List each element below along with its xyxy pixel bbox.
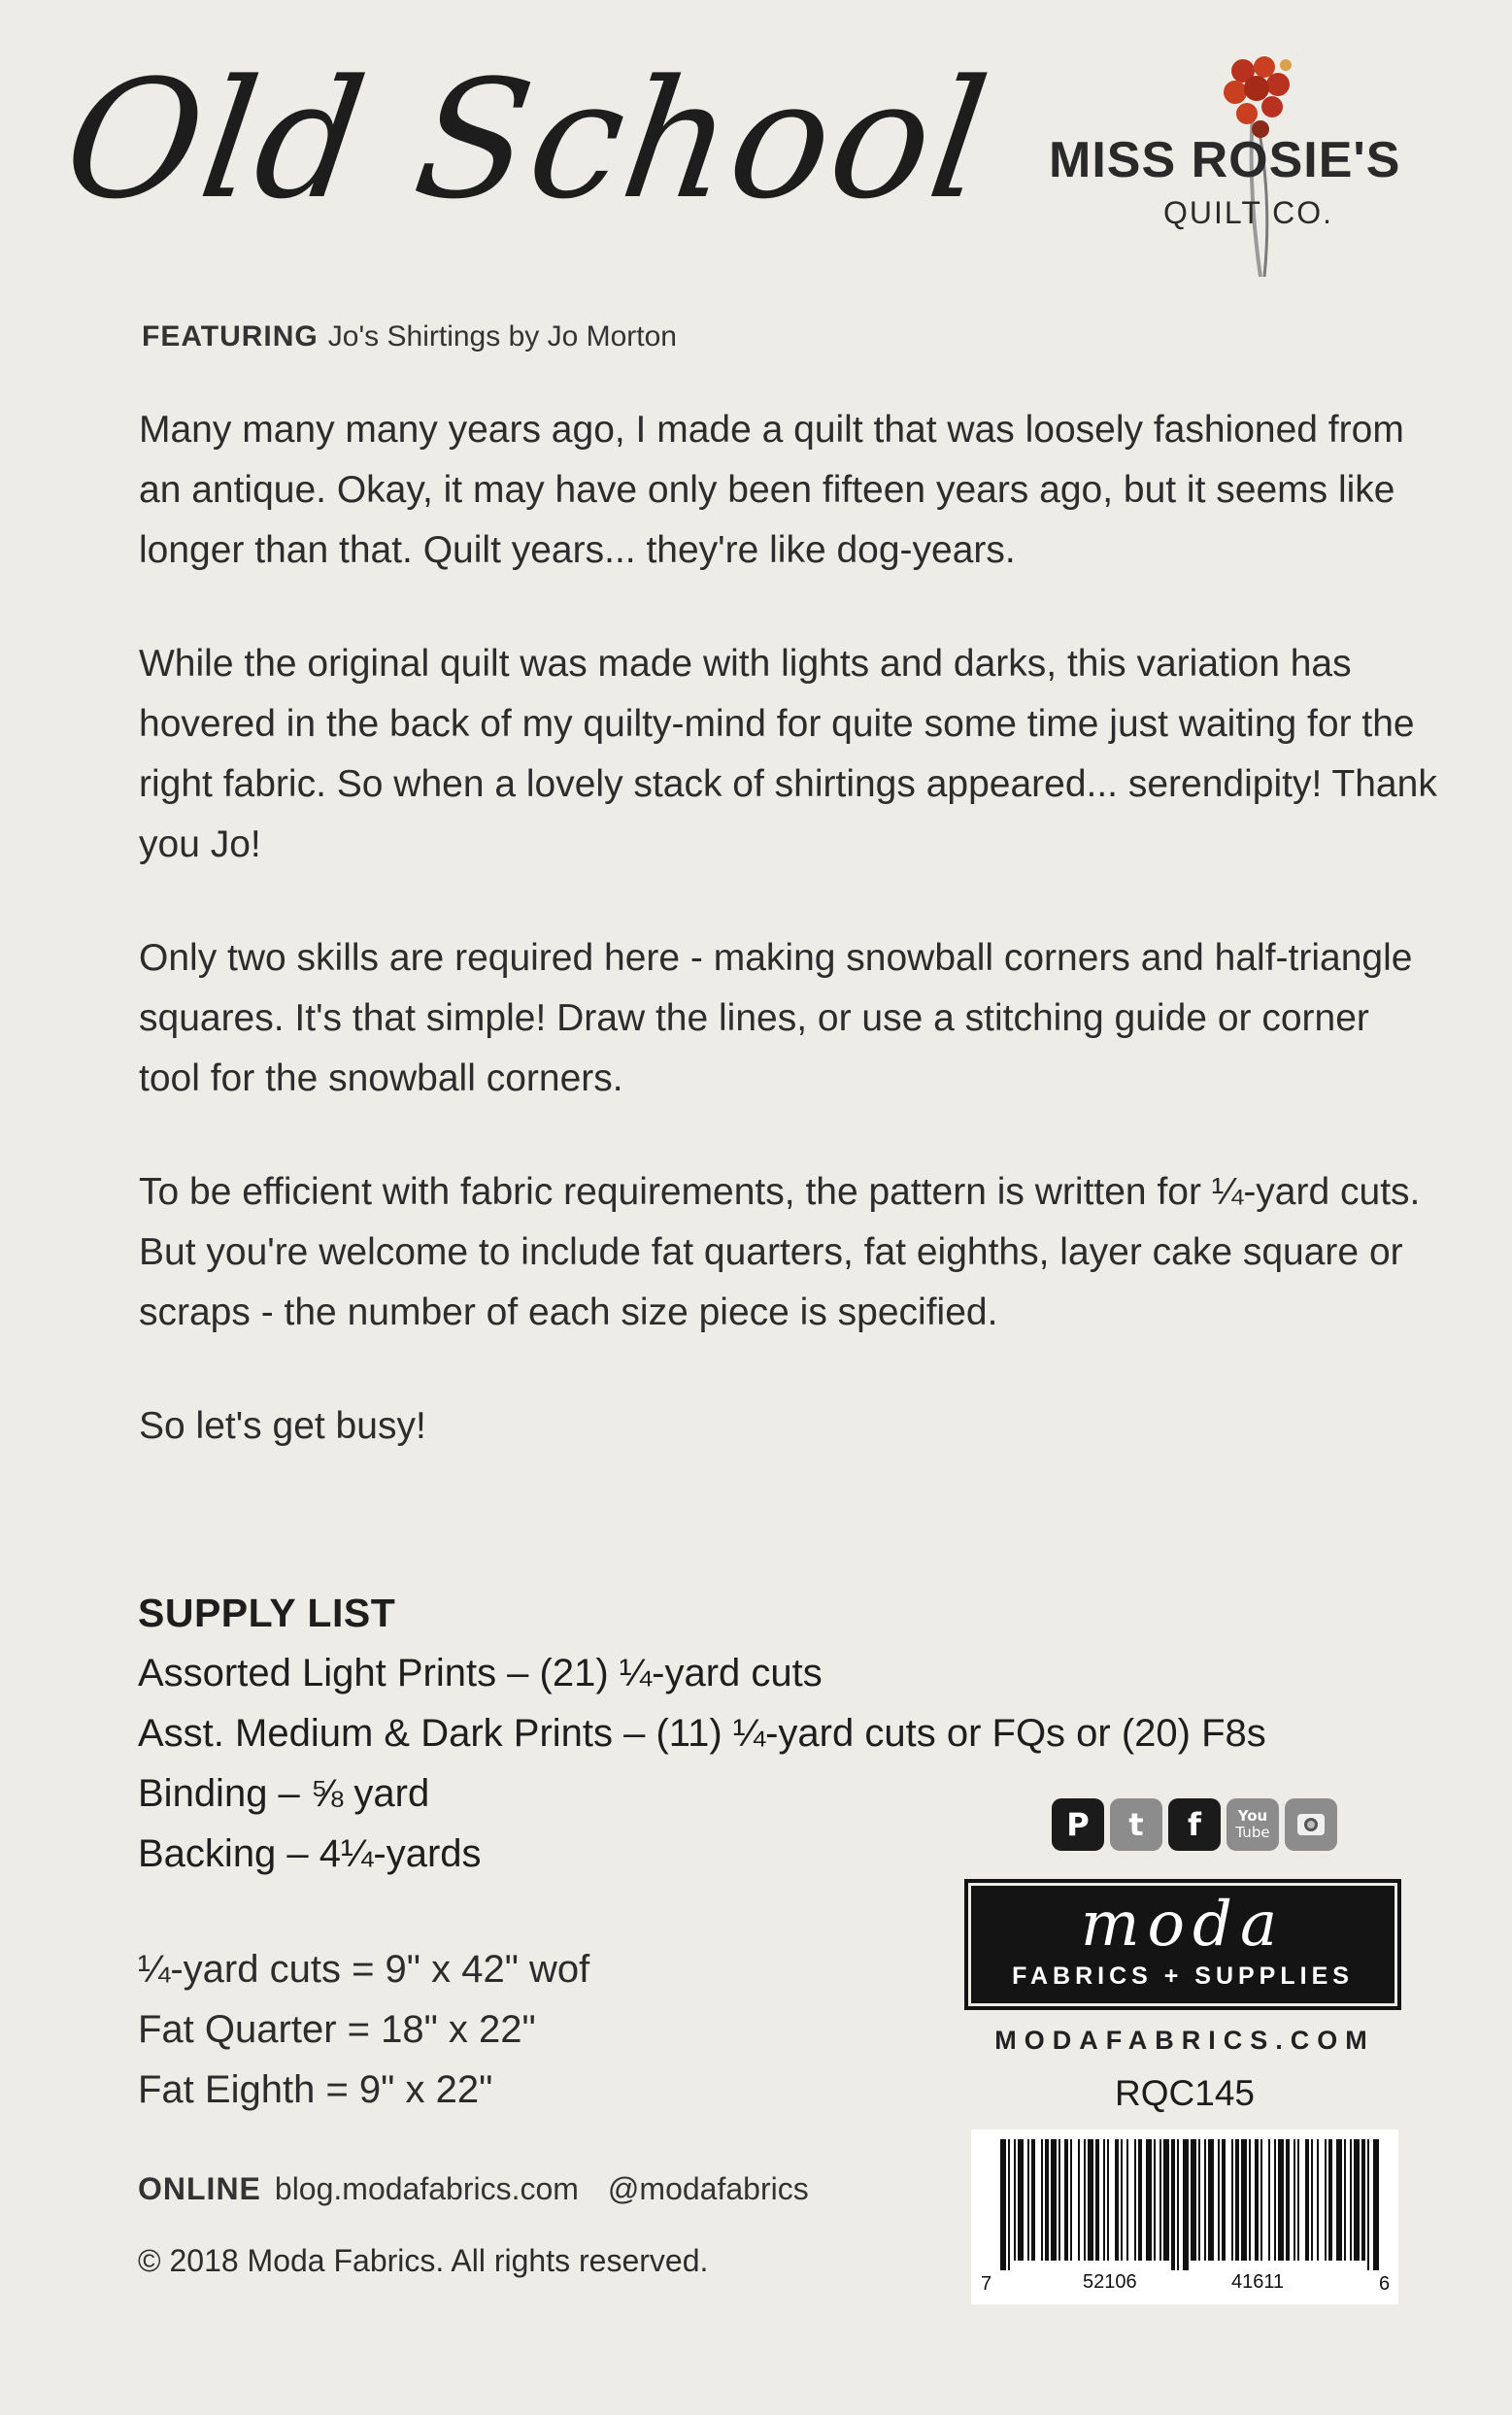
barcode-bar bbox=[1274, 2139, 1276, 2261]
blog-link[interactable]: blog.modafabrics.com bbox=[274, 2171, 579, 2206]
barcode-bar bbox=[1134, 2139, 1136, 2261]
barcode-bar bbox=[1171, 2139, 1175, 2270]
barcode-bar bbox=[1115, 2139, 1119, 2261]
brand-name: MISS ROSIE'S bbox=[1049, 132, 1401, 188]
barcode-bar bbox=[1126, 2139, 1128, 2261]
barcode-bar bbox=[1088, 2139, 1093, 2261]
barcode-bar bbox=[1138, 2139, 1142, 2261]
barcode-bar bbox=[1336, 2139, 1342, 2261]
barcode-bar bbox=[1177, 2139, 1179, 2270]
paragraph: Only two skills are required here - making snowball corners and half-triangle squares. It's that simple! Draw the lines, or use a stitching guide or corner tool for the snowball corners. bbox=[139, 937, 1413, 1099]
barcode-bar bbox=[1208, 2139, 1214, 2261]
barcode-bar bbox=[1121, 2139, 1123, 2261]
moda-subtitle: FABRICS + SUPPLIES bbox=[1012, 1962, 1354, 1990]
pattern-title: Old School bbox=[54, 45, 1000, 235]
barcode-bar bbox=[1204, 2139, 1206, 2261]
barcode-bar bbox=[1031, 2139, 1035, 2261]
brand-sub: QUILT CO. bbox=[1163, 195, 1334, 230]
barcode-bar bbox=[1058, 2139, 1060, 2261]
barcode-bar bbox=[1084, 2139, 1086, 2261]
barcode-bar bbox=[1317, 2139, 1319, 2261]
barcode-bar bbox=[1350, 2139, 1352, 2261]
barcode-bar bbox=[1297, 2139, 1299, 2261]
barcode-bar bbox=[1235, 2139, 1239, 2261]
barcode-bar bbox=[1064, 2139, 1068, 2261]
barcode-bar bbox=[1305, 2139, 1309, 2261]
barcode-bar bbox=[1344, 2139, 1346, 2261]
barcode-bar bbox=[1163, 2139, 1169, 2261]
supply-item: Binding – ⅝ yard bbox=[138, 1772, 430, 1815]
barcode-bar bbox=[1373, 2139, 1379, 2270]
sku: RQC145 bbox=[1115, 2073, 1255, 2113]
barcode-bar bbox=[1294, 2139, 1295, 2261]
size-item: ¼-yard cuts = 9" x 42" wof bbox=[138, 1948, 590, 1991]
barcode-bar bbox=[1255, 2139, 1259, 2261]
barcode-bar bbox=[1183, 2139, 1189, 2270]
barcode-bar bbox=[1095, 2139, 1099, 2261]
barcode-bar bbox=[1051, 2139, 1057, 2261]
copyright: © 2018 Moda Fabrics. All rights reserved. bbox=[138, 2243, 709, 2278]
barcode-bar bbox=[1278, 2139, 1284, 2261]
barcode-bar bbox=[1045, 2139, 1049, 2261]
social-handle[interactable]: @modafabrics bbox=[607, 2171, 809, 2206]
barcode-right-digits: 41611 bbox=[1231, 2271, 1285, 2293]
barcode-left-digits: 52106 bbox=[1083, 2271, 1137, 2293]
moda-wordmark: moda bbox=[1080, 1889, 1286, 1961]
featuring-text: Jo's Shirtings by Jo Morton bbox=[327, 320, 677, 352]
brand-logo bbox=[1049, 53, 1437, 286]
youtube-icon[interactable]: You Tube bbox=[1226, 1798, 1279, 1851]
twitter-icon[interactable]: t bbox=[1110, 1798, 1162, 1851]
featuring-line bbox=[142, 320, 677, 353]
barcode-lead: 7 bbox=[981, 2273, 992, 2295]
barcode-bar bbox=[1325, 2139, 1327, 2261]
barcode-bar bbox=[1146, 2139, 1152, 2261]
barcode-bar bbox=[1218, 2139, 1220, 2261]
supply-heading: SUPPLY LIST bbox=[138, 1591, 396, 1635]
barcode-bar bbox=[1311, 2139, 1313, 2261]
paragraph: To be efficient with fabric requirements, the pattern is written for ¼-yard cuts. But you're welcome to include fat quarters, fat eighths, layer cake square or scraps - the number of each size piece is specified. bbox=[139, 1171, 1421, 1333]
barcode-bar bbox=[1027, 2139, 1029, 2261]
barcode bbox=[971, 2130, 1398, 2304]
cut-sizes bbox=[138, 1939, 589, 2120]
barcode-bar bbox=[1361, 2139, 1365, 2261]
barcode-bar bbox=[1268, 2139, 1270, 2261]
supply-item: Asst. Medium & Dark Prints – (11) ¼-yard cuts or FQs or (20) F8s bbox=[138, 1712, 1266, 1755]
supply-item: Backing – 4¼-yards bbox=[138, 1832, 482, 1875]
barcode-bar bbox=[1191, 2139, 1196, 2261]
supply-item: Assorted Light Prints – (21) ¼-yard cuts bbox=[138, 1652, 823, 1694]
barcode-bar bbox=[1241, 2139, 1247, 2261]
barcode-bar bbox=[1286, 2139, 1290, 2261]
description bbox=[139, 400, 1440, 1510]
barcode-bar bbox=[1198, 2139, 1200, 2261]
barcode-bar bbox=[1249, 2139, 1251, 2261]
moda-logo bbox=[964, 1879, 1401, 2010]
paragraph: Many many many years ago, I made a quilt that was loosely fashioned from an antique. Okay, it may have only been fifteen years ago, but it seems like longer than that. Quilt years... they're like dog-years. bbox=[139, 409, 1404, 571]
barcode-bar bbox=[1107, 2139, 1109, 2261]
social-icons bbox=[1052, 1798, 1337, 1851]
barcode-bar bbox=[1000, 2139, 1006, 2270]
barcode-bar bbox=[1231, 2139, 1233, 2261]
barcode-bar bbox=[1328, 2139, 1332, 2261]
barcode-bar bbox=[1354, 2139, 1360, 2261]
facebook-icon[interactable]: f bbox=[1168, 1798, 1221, 1851]
barcode-bar bbox=[1041, 2139, 1043, 2261]
barcode-bar bbox=[1367, 2139, 1369, 2270]
online-line bbox=[138, 2171, 809, 2207]
pinterest-icon[interactable]: P bbox=[1052, 1798, 1104, 1851]
barcode-bar bbox=[1154, 2139, 1156, 2261]
barcode-bar bbox=[1103, 2139, 1105, 2261]
size-item: Fat Eighth = 9" x 22" bbox=[138, 2068, 493, 2111]
featuring-label: FEATURING bbox=[142, 320, 319, 352]
barcode-bar bbox=[1260, 2139, 1262, 2261]
barcode-check: 6 bbox=[1379, 2273, 1391, 2295]
barcode-bar bbox=[1014, 2139, 1016, 2261]
barcode-bars bbox=[981, 2139, 1389, 2270]
online-label: ONLINE bbox=[138, 2171, 261, 2206]
barcode-bar bbox=[1018, 2139, 1024, 2261]
barcode-bar bbox=[1070, 2139, 1072, 2261]
barcode-bar bbox=[1222, 2139, 1226, 2261]
paragraph: While the original quilt was made with lights and darks, this variation has hovered in the back of my quilty-mind for quite some time just waiting for the right fabric. So when a lovely stack of shirtings appeared... serendipity! Thank you Jo! bbox=[139, 643, 1437, 865]
barcode-bar bbox=[1159, 2139, 1161, 2261]
instagram-icon[interactable] bbox=[1285, 1798, 1337, 1851]
paragraph: So let's get busy! bbox=[139, 1405, 426, 1447]
barcode-bar bbox=[1008, 2139, 1010, 2270]
size-item: Fat Quarter = 18" x 22" bbox=[138, 2008, 536, 2051]
barcode-bar bbox=[1078, 2139, 1080, 2261]
moda-url[interactable]: MODAFABRICS.COM bbox=[994, 2026, 1375, 2055]
